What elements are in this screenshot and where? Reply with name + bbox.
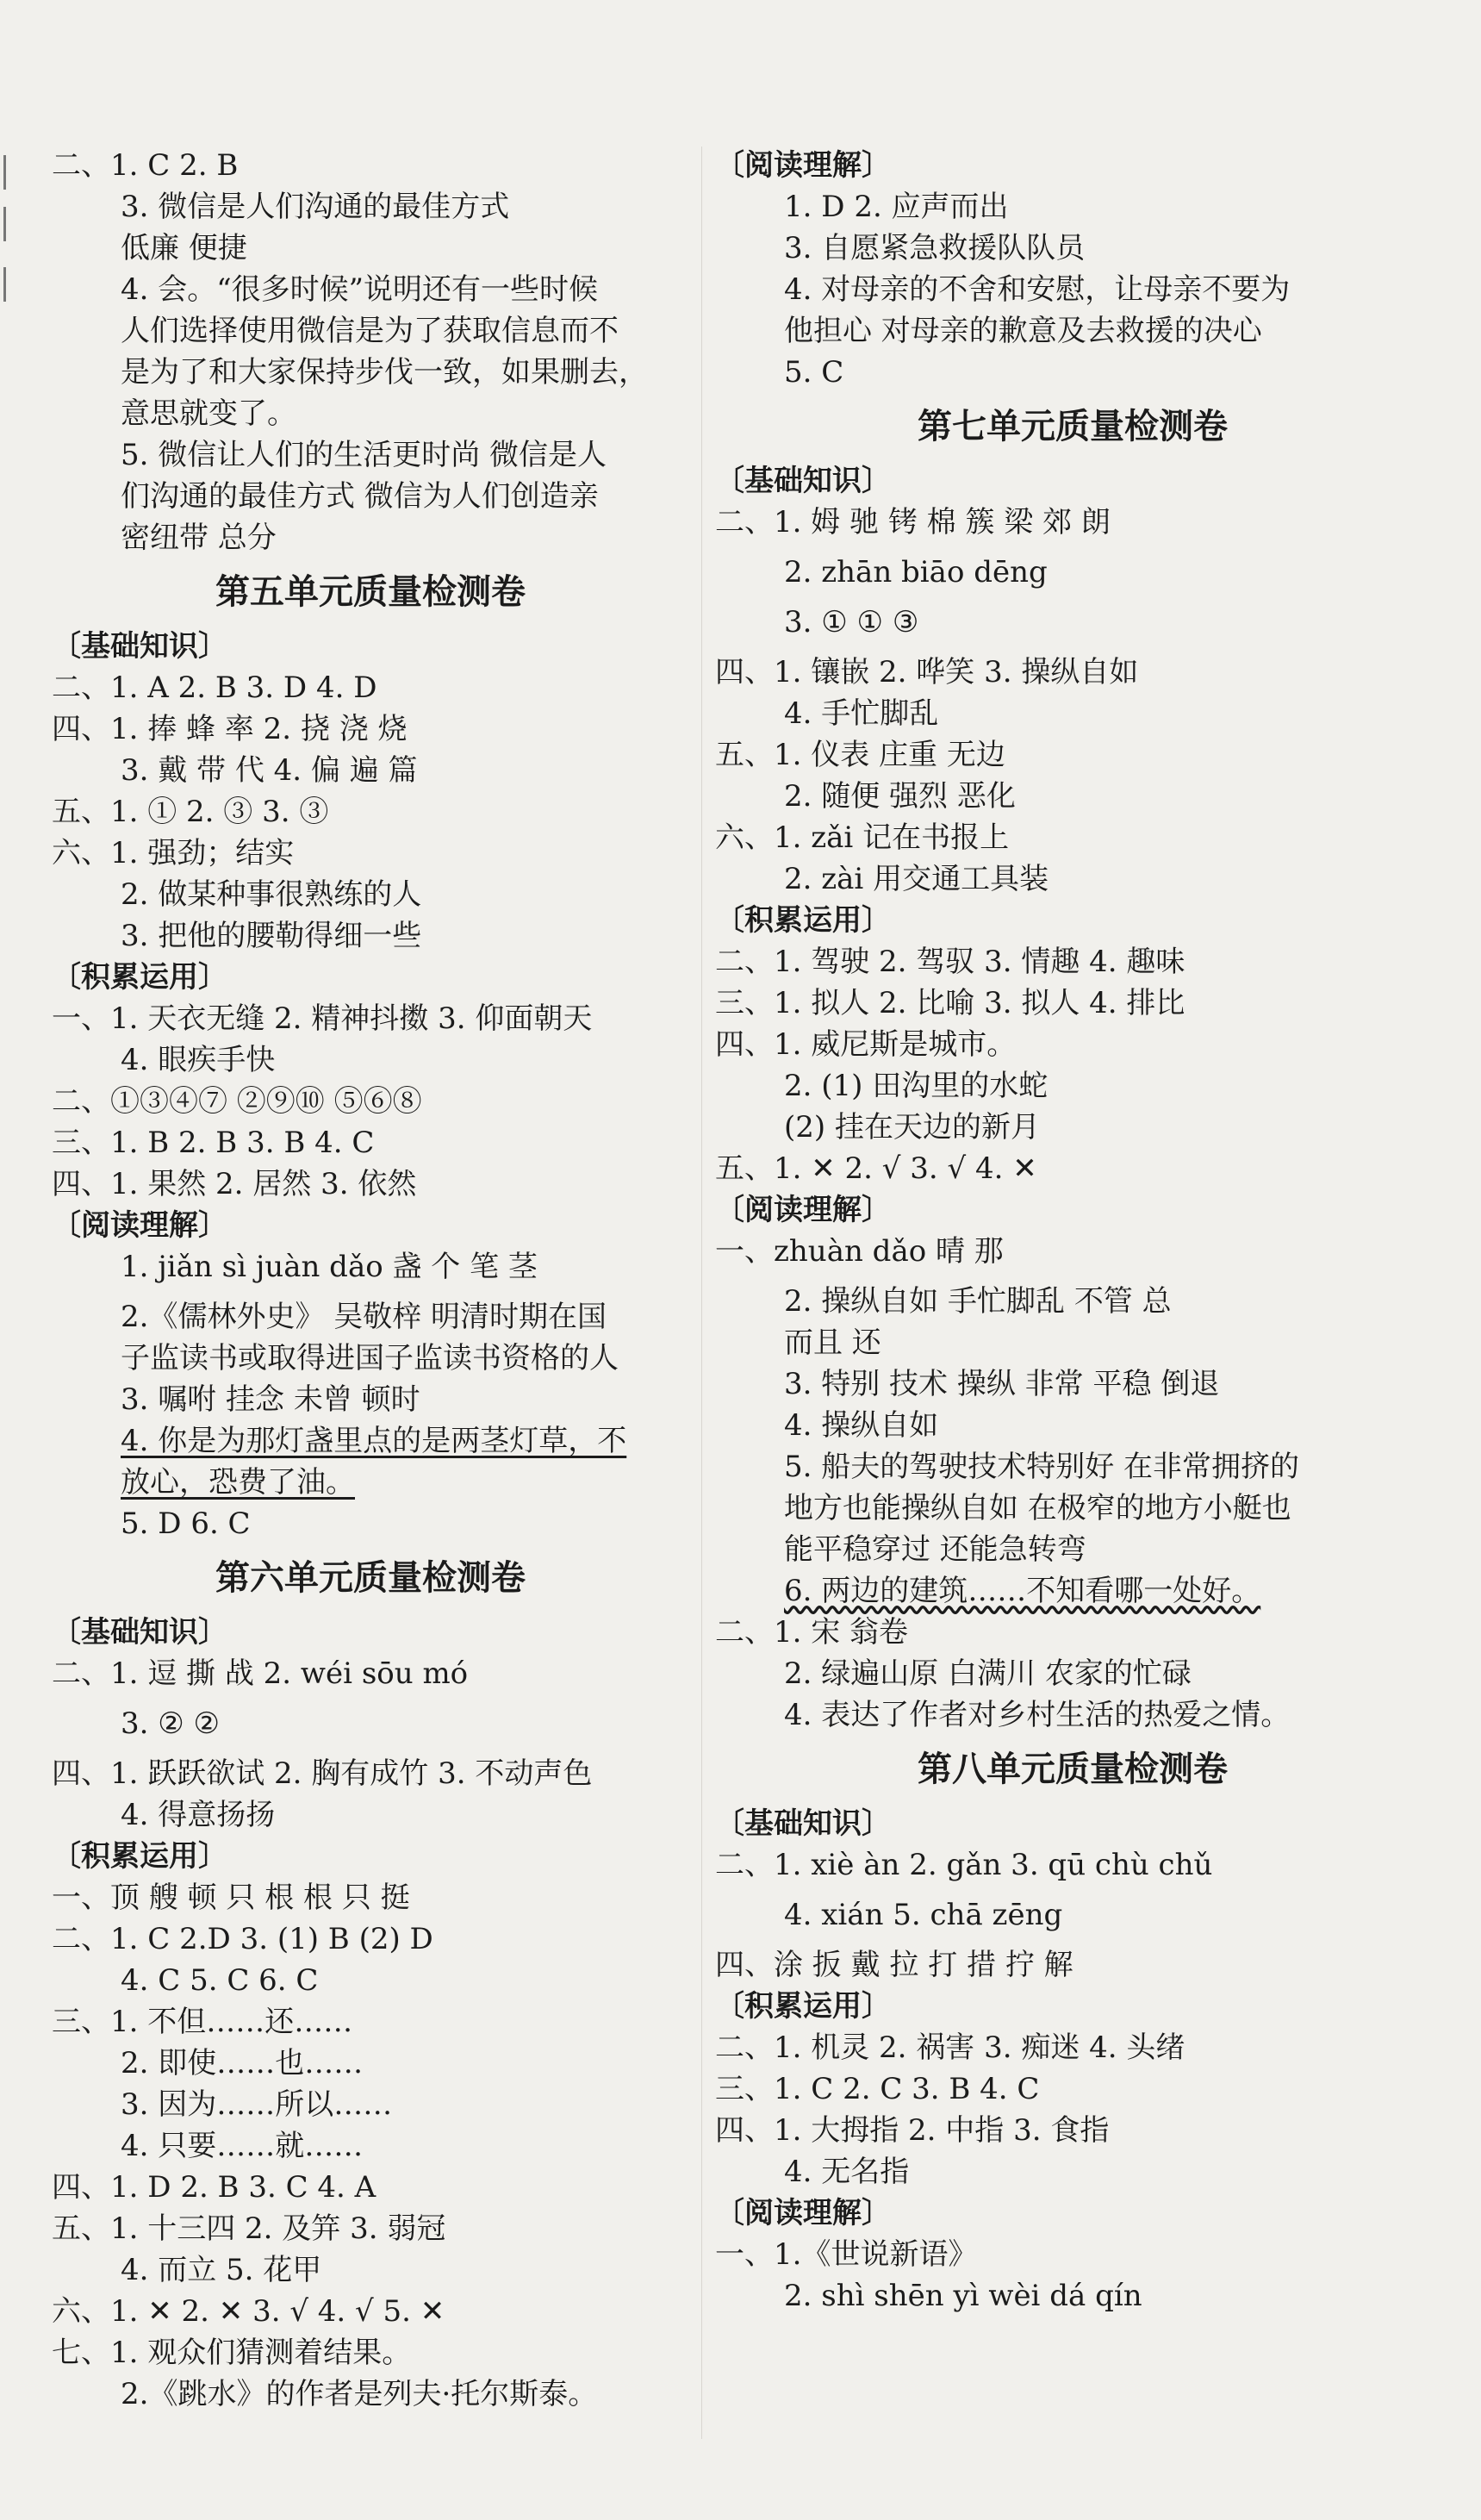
section-heading: 〔基础知识〕: [52, 1615, 227, 1650]
answer-line: 2. 随便 强烈 恶化: [784, 779, 1016, 814]
section-heading: 〔阅读理解〕: [715, 1193, 891, 1227]
answer-line: 4. 手忙脚乱: [784, 696, 939, 731]
underlined-answer: 4. 你是为那灯盏里点的是两茎灯草，不: [121, 1424, 627, 1458]
answer-line: 4. 表达了作者对乡村生活的热爱之情。: [784, 1698, 1291, 1732]
section-heading: 〔基础知识〕: [715, 1806, 891, 1841]
answer-line: 2. 操纵自如 手忙脚乱 不管 总: [784, 1284, 1172, 1319]
answer-line: 六、1. ✕ 2. ✕ 3. √ 4. √ 5. ✕: [52, 2294, 445, 2329]
answer-line: 三、1. C 2. C 3. B 4. C: [715, 2072, 1040, 2106]
answer-line: 意思就变了。: [121, 396, 296, 431]
section-title: 第六单元质量检测卷: [215, 1558, 526, 1598]
section-title: 第八单元质量检测卷: [918, 1750, 1228, 1789]
answer-line: 1. D 2. 应声而出: [784, 190, 1009, 224]
answer-line: 2. (1) 田沟里的水蛇: [784, 1069, 1049, 1103]
answer-line: 五、1. ① 2. ③ 3. ③: [52, 795, 329, 829]
answer-line: 四、1. 果然 2. 居然 3. 依然: [52, 1167, 417, 1201]
answer-line: 3. 因为……所以……: [121, 2087, 393, 2122]
answer-line: 5. 船夫的驾驶技术特别好 在非常拥挤的: [784, 1450, 1300, 1484]
answer-line: 五、1. 仪表 庄重 无边: [715, 738, 1005, 772]
answer-line: 2. zài 用交通工具装: [784, 862, 1049, 896]
answer-line: 4. 只要……就……: [121, 2129, 364, 2163]
section-heading: 〔积累运用〕: [52, 960, 227, 995]
answer-line: 4. 而立 5. 花甲: [121, 2253, 322, 2287]
answer-line: 他担心 对母亲的歉意及去救援的决心: [784, 314, 1262, 348]
answer-line: 2.《跳水》的作者是列夫·托尔斯泰。: [121, 2377, 598, 2411]
answer-line: 3. 自愿紧急救援队队员: [784, 231, 1086, 265]
answer-line: 2. shì shēn yì wèi dá qín: [784, 2279, 1142, 2313]
answer-line: 人们选择使用微信是为了获取信息而不: [121, 314, 619, 348]
answer-line: 子监读书或取得进国子监读书资格的人: [121, 1341, 619, 1375]
answer-line: 2.《儒林外史》 吴敬梓 明清时期在国: [121, 1300, 607, 1334]
answer-line: 5. 微信让人们的生活更时尚 微信是人: [121, 438, 607, 472]
answer-line: 四、1. 镶嵌 2. 哗笑 3. 操纵自如: [715, 655, 1139, 689]
answer-line: 六、1. 强劲；结实: [52, 836, 295, 870]
answer-line: 四、1. 威尼斯是城市。: [715, 1027, 1017, 1062]
answer-line: 二、1. C 2.D 3. (1) B (2) D: [52, 1922, 433, 1956]
answer-line: 密纽带 总分: [121, 521, 277, 555]
answer-line: 4. 对母亲的不舍和安慰，让母亲不要为: [784, 272, 1291, 307]
answer-line: 4. 会。“很多时候”说明还有一些时候: [121, 272, 599, 307]
answer-line: 二、①③④⑦ ②⑨⑩ ⑤⑥⑧: [52, 1084, 422, 1119]
answer-line: 们沟通的最佳方式 微信为人们创造亲: [121, 479, 599, 514]
answer-line: 二、1. 姆 驰 铐 棉 簇 梁 郊 朗: [715, 505, 1111, 540]
answer-line: 4. C 5. C 6. C: [121, 1963, 319, 1998]
column-divider: [701, 147, 702, 2439]
answer-line: [52, 1462, 689, 1503]
answer-line: 二、1. 机灵 2. 祸害 3. 痴迷 4. 头绪: [715, 2030, 1185, 2065]
answer-line: 5. C: [784, 355, 844, 390]
left-column: [52, 145, 689, 2415]
answer-line: 低廉 便捷: [121, 231, 247, 265]
section-heading: 〔积累运用〕: [715, 1989, 891, 2024]
answer-line: 地方也能操纵自如 在极窄的地方小艇也: [784, 1491, 1291, 1525]
section-heading: 〔积累运用〕: [52, 1839, 227, 1874]
section-title: 第七单元质量检测卷: [918, 407, 1228, 446]
answer-line: 4. 得意扬扬: [121, 1798, 276, 1832]
answer-line: 二、1. 宋 翁卷: [715, 1615, 909, 1650]
answer-line: [715, 1570, 1430, 1612]
answer-line: 4. xián 5. chā zēng: [784, 1898, 1063, 1932]
answer-line: 三、1. 拟人 2. 比喻 3. 拟人 4. 排比: [715, 986, 1185, 1020]
section-title: 第五单元质量检测卷: [215, 572, 526, 612]
answer-line: 四、1. 捧 蜂 率 2. 挠 浇 烧: [52, 712, 408, 746]
answer-line: 3. 嘱咐 挂念 未曾 顿时: [121, 1382, 420, 1417]
answer-line: 3. ② ②: [121, 1706, 221, 1741]
answer-line: 4. 无名指: [784, 2155, 910, 2189]
answer-line: 二、1. A 2. B 3. D 4. D: [52, 671, 377, 705]
answer-line: 二、1. 驾驶 2. 驾驭 3. 情趣 4. 趣味: [715, 945, 1185, 979]
answer-line: [52, 1420, 689, 1462]
answer-line: 七、1. 观众们猜测着结果。: [52, 2336, 412, 2370]
section-heading: 〔阅读理解〕: [715, 2196, 891, 2230]
answer-line: 一、1.《世说新语》: [715, 2237, 978, 2272]
answer-line: 而且 还: [784, 1325, 881, 1360]
answer-line: 2. zhān biāo dēng: [784, 555, 1048, 589]
answer-line: 二、1. 逗 撕 战 2. wéi sōu mó: [52, 1656, 469, 1691]
answer-line: 3. 特别 技术 操纵 非常 平稳 倒退: [784, 1367, 1220, 1401]
answer-line: 4. 眼疾手快: [121, 1043, 276, 1077]
answer-line: 5. D 6. C: [121, 1506, 251, 1541]
answer-line: 五、1. ✕ 2. √ 3. √ 4. ✕: [715, 1151, 1037, 1186]
answer-line: 二、1. C 2. B: [52, 148, 239, 183]
answer-line: 四、涂 扳 戴 拉 打 措 拧 解: [715, 1948, 1073, 1982]
binding-gutter: [0, 138, 17, 2465]
section-heading: 〔基础知识〕: [52, 629, 227, 664]
right-column: [715, 145, 1430, 2325]
answer-line: 一、顶 艘 顿 只 根 根 只 挺: [52, 1881, 410, 1915]
answer-line: 3. 微信是人们沟通的最佳方式: [121, 190, 510, 224]
answer-line: 一、1. 天衣无缝 2. 精神抖擞 3. 仰面朝天: [52, 1001, 593, 1036]
answer-line: 二、1. xiè àn 2. gǎn 3. qū chù chǔ: [715, 1848, 1213, 1882]
underlined-answer: 放心，恐费了油。: [121, 1465, 355, 1500]
answer-line: 是为了和大家保持步伐一致，如果删去，: [121, 355, 648, 390]
answer-line: 六、1. zǎi 记在书报上: [715, 820, 1010, 855]
answer-line: 四、1. 大拇指 2. 中指 3. 食指: [715, 2113, 1110, 2148]
answer-line: 3. 戴 带 代 4. 偏 遍 篇: [121, 753, 418, 788]
answer-line: 四、1. D 2. B 3. C 4. A: [52, 2170, 376, 2205]
answer-line: 三、1. B 2. B 3. B 4. C: [52, 1126, 375, 1160]
answer-line: 2. 即使……也……: [121, 2046, 364, 2080]
answer-line: 3. 把他的腰勒得细一些: [121, 919, 422, 953]
section-heading: 〔积累运用〕: [715, 903, 891, 938]
answer-line: 2. 绿遍山原 白满川 农家的忙碌: [784, 1656, 1192, 1691]
section-heading: 〔阅读理解〕: [715, 148, 891, 183]
section-heading: 〔阅读理解〕: [52, 1208, 227, 1243]
answer-line: 能平稳穿过 还能急转弯: [784, 1532, 1086, 1567]
answer-line: 四、1. 跃跃欲试 2. 胸有成竹 3. 不动声色: [52, 1756, 593, 1791]
answer-line: 一、zhuàn dǎo 晴 那: [715, 1234, 1004, 1269]
answer-line: 五、1. 十三四 2. 及笄 3. 弱冠: [52, 2211, 446, 2246]
answer-line: 4. 操纵自如: [784, 1408, 939, 1443]
answer-line: 1. jiǎn sì juàn dǎo 盏 个 笔 茎: [121, 1250, 538, 1284]
section-heading: 〔基础知识〕: [715, 464, 891, 498]
answer-line: 3. ① ① ③: [784, 605, 919, 639]
answer-line: 2. 做某种事很熟练的人: [121, 877, 422, 912]
answer-line: (2) 挂在天边的新月: [784, 1110, 1040, 1145]
answer-line: 三、1. 不但……还……: [52, 2005, 353, 2039]
wavy-underlined-answer: 6. 两边的建筑……不知看哪一处好。: [784, 1574, 1261, 1608]
